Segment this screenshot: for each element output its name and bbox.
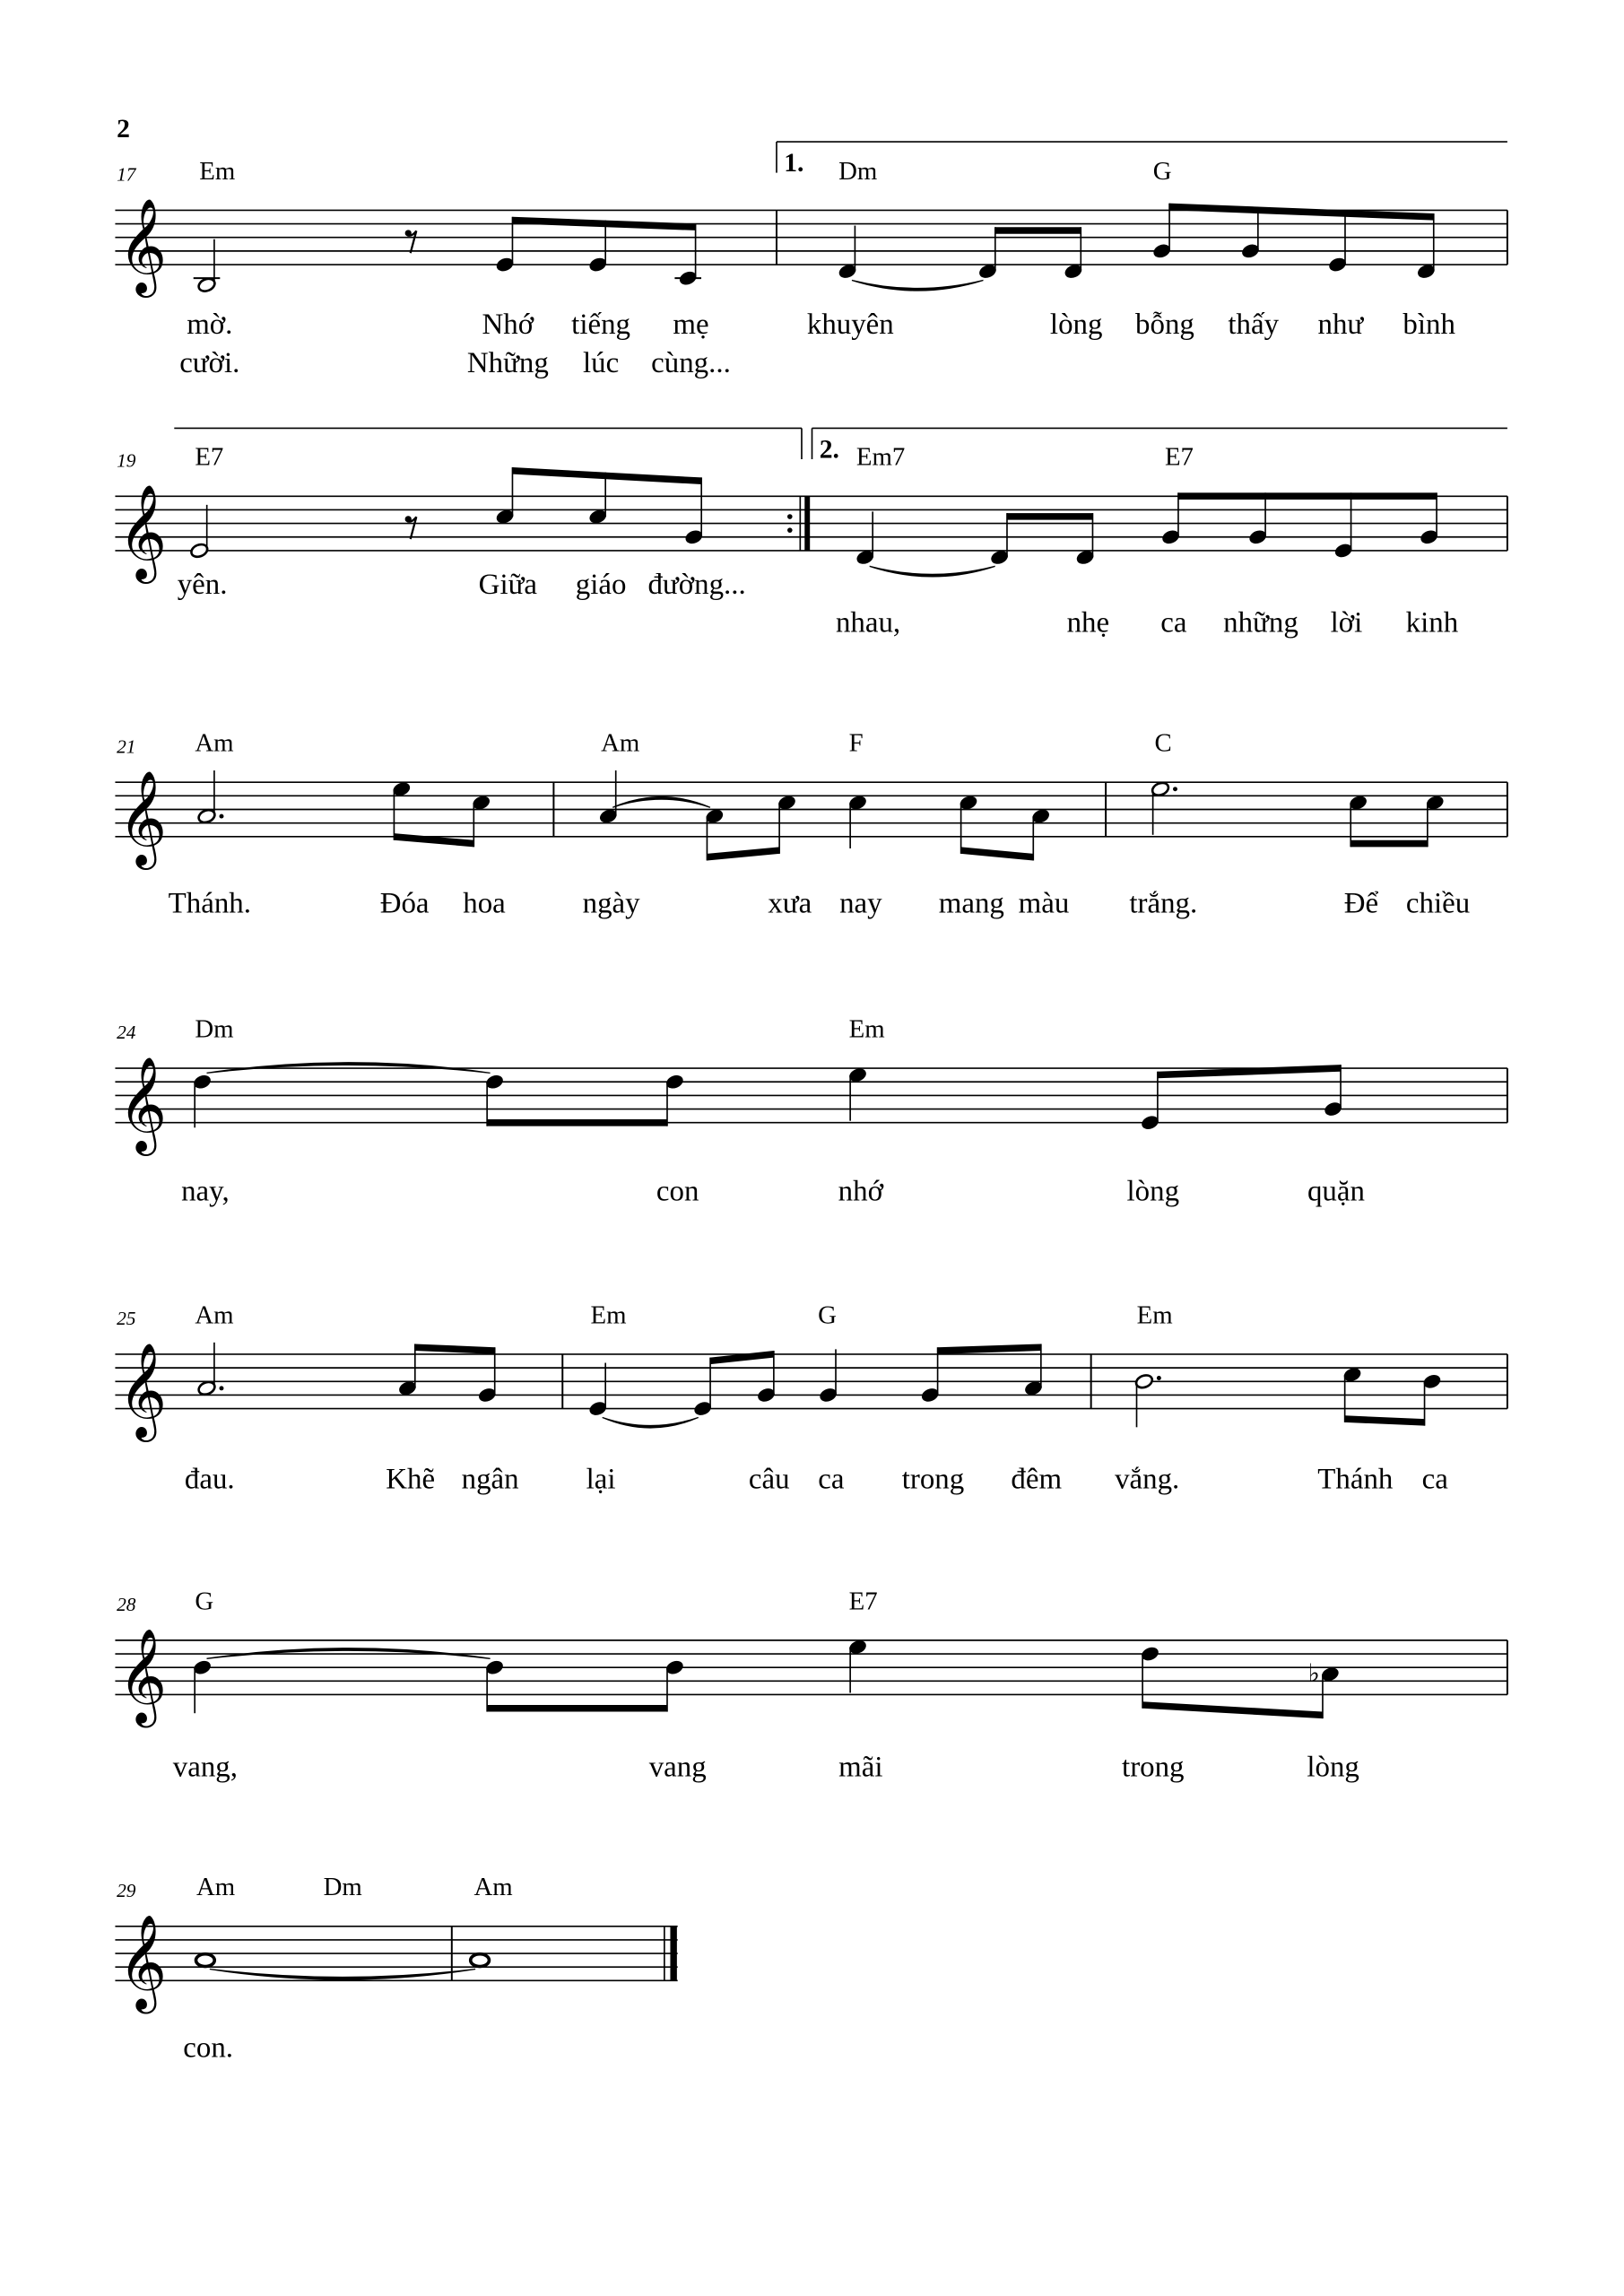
beam <box>487 1705 667 1712</box>
treble-clef-icon: 𝄞 <box>117 1912 168 2010</box>
lyric-verse-1: Nhớ <box>482 309 534 342</box>
chord-symbol: Em <box>199 156 236 186</box>
lyric-verse-1: ca <box>818 1463 845 1496</box>
lyric-verse-1: chiều <box>1405 887 1471 920</box>
lyric-verse-1: trong <box>901 1463 965 1496</box>
chord-symbol: G <box>1152 156 1172 186</box>
lyric-verse-1: xưa <box>768 887 812 920</box>
lyric-verse-1: Đóa <box>379 887 430 920</box>
lyric-verse-1: mẹ <box>673 309 709 342</box>
lyric-verse-1: lòng <box>1307 1751 1359 1784</box>
chord-symbol: G <box>818 1300 837 1330</box>
lyric-verse-1: khuyên <box>806 309 894 342</box>
volta-label: 2. <box>819 435 839 465</box>
chord-symbol: Am <box>195 1300 234 1330</box>
treble-clef-icon: 𝄞 <box>117 769 168 866</box>
measure-number: 21 <box>117 735 136 758</box>
repeat-end-barline <box>804 496 810 551</box>
lyric-verse-1: nay, <box>181 1175 230 1208</box>
page-number: 2 <box>117 115 130 144</box>
lyric-verse-2: lúc <box>582 346 620 379</box>
chord-symbol: Dm <box>195 1014 234 1044</box>
lyric-verse-2: nhẹ <box>1066 606 1110 639</box>
chord-symbol: E7 <box>848 1587 878 1616</box>
lyric-verse-1: nay <box>839 887 882 920</box>
lyric-verse-1: thấy <box>1228 309 1280 342</box>
measure-number: 19 <box>117 449 136 472</box>
treble-clef-icon: 𝄞 <box>117 1054 168 1152</box>
lyric-verse-1: mang <box>938 887 1004 920</box>
lyric-verse-1: ca <box>1421 1463 1448 1496</box>
repeat-dot <box>787 527 793 533</box>
treble-clef-icon: 𝄞 <box>117 196 168 294</box>
lyric-verse-1: Thánh <box>1317 1463 1394 1496</box>
lyric-verse-1: ngày <box>582 887 640 920</box>
chord-symbol: C <box>1154 728 1172 758</box>
measure-number: 28 <box>117 1593 136 1615</box>
lyric-verse-1: tiếng <box>571 309 630 342</box>
lyric-verse-2: Những <box>466 346 549 379</box>
lyric-verse-2: cùng... <box>651 346 731 379</box>
beam <box>1350 840 1428 848</box>
notehead <box>195 1954 214 1967</box>
chord-symbol: Am <box>195 728 234 758</box>
chord-symbol: Dm <box>838 156 878 186</box>
lyric-verse-1: đường... <box>647 568 746 601</box>
lyric-verse-1: lòng <box>1126 1175 1180 1208</box>
lyric-verse-1: đau. <box>184 1463 235 1496</box>
chord-symbol: Am <box>195 1873 236 1902</box>
repeat-dot <box>787 514 793 519</box>
augmentation-dot <box>220 1386 224 1390</box>
lyric-verse-1: nhớ <box>838 1175 883 1208</box>
measure-number: 24 <box>117 1022 136 1044</box>
lyric-verse-2: kinh <box>1405 606 1459 639</box>
lyric-verse-1: quặn <box>1307 1175 1365 1208</box>
lyric-verse-2: cười. <box>179 346 240 379</box>
lyric-verse-1: giáo <box>575 568 627 601</box>
chord-symbol: G <box>195 1587 214 1616</box>
chord-symbol: Am <box>601 728 640 758</box>
chord-symbol: Em <box>590 1300 627 1330</box>
lyric-verse-1: vang, <box>172 1751 238 1784</box>
chord-symbol: Em7 <box>855 442 906 472</box>
measure-number: 17 <box>117 163 136 186</box>
note <box>195 1954 214 1967</box>
chord-symbol: F <box>848 728 864 758</box>
measure-number: 25 <box>117 1308 136 1330</box>
lyric-verse-1: lại <box>586 1463 616 1496</box>
augmentation-dot <box>220 814 224 819</box>
lyric-verse-1: lòng <box>1049 309 1103 342</box>
augmentation-dot <box>1173 787 1177 791</box>
lyric-verse-1: bỗng <box>1135 309 1194 342</box>
note <box>471 1954 490 1967</box>
chord-symbol: Am <box>473 1873 513 1902</box>
lyric-verse-1: màu <box>1018 887 1070 920</box>
lyric-verse-1: bình <box>1403 309 1455 342</box>
lyric-verse-1: đêm <box>1011 1463 1063 1496</box>
chord-symbol: E7 <box>1164 442 1194 472</box>
treble-clef-icon: 𝄞 <box>117 483 168 580</box>
lyric-verse-1: Để <box>1343 887 1379 920</box>
treble-clef-icon: 𝄞 <box>117 1626 168 1724</box>
lyric-verse-1: ngân <box>461 1463 519 1496</box>
lyric-verse-1: Thánh. <box>168 887 251 920</box>
lyric-verse-1: vắng. <box>1115 1463 1180 1496</box>
beam <box>995 227 1081 234</box>
lyric-verse-1: vang <box>648 1751 707 1784</box>
chord-symbol: Em <box>848 1014 885 1044</box>
flat-icon: ♭ <box>1307 1657 1320 1688</box>
lyric-verse-1: mờ. <box>187 309 233 342</box>
measure-number: 29 <box>117 1879 136 1901</box>
chord-symbol: E7 <box>195 442 224 472</box>
lyric-verse-1: Khẽ <box>386 1463 436 1496</box>
lyric-verse-1: con <box>656 1175 699 1208</box>
final-barline <box>670 1926 676 1981</box>
beam <box>1007 513 1092 520</box>
treble-clef-icon: 𝄞 <box>117 1340 168 1438</box>
lyric-verse-2: ca <box>1160 606 1187 639</box>
lyric-verse-1: như <box>1317 309 1364 342</box>
lyric-verse-2: lời <box>1330 606 1363 639</box>
beam <box>1178 492 1437 500</box>
lyric-verse-2: những <box>1223 606 1298 639</box>
notehead <box>471 1954 490 1967</box>
chord-symbol: Em <box>1136 1300 1173 1330</box>
lyric-verse-1: câu <box>748 1463 790 1496</box>
lyric-verse-1: yên. <box>177 568 228 601</box>
lyric-verse-1: trong <box>1122 1751 1185 1784</box>
beam <box>487 1119 667 1126</box>
lyric-verse-1: con. <box>183 2031 234 2065</box>
lyric-verse-1: trắng. <box>1129 887 1198 920</box>
lyric-verse-1: mãi <box>838 1751 883 1784</box>
lyric-verse-1: Giữa <box>478 568 538 601</box>
lyric-verse-2: nhau, <box>835 606 901 639</box>
volta-label: 1. <box>784 148 804 178</box>
lyric-verse-1: hoa <box>463 887 506 920</box>
augmentation-dot <box>1157 1376 1161 1380</box>
chord-symbol: Dm <box>323 1873 362 1902</box>
